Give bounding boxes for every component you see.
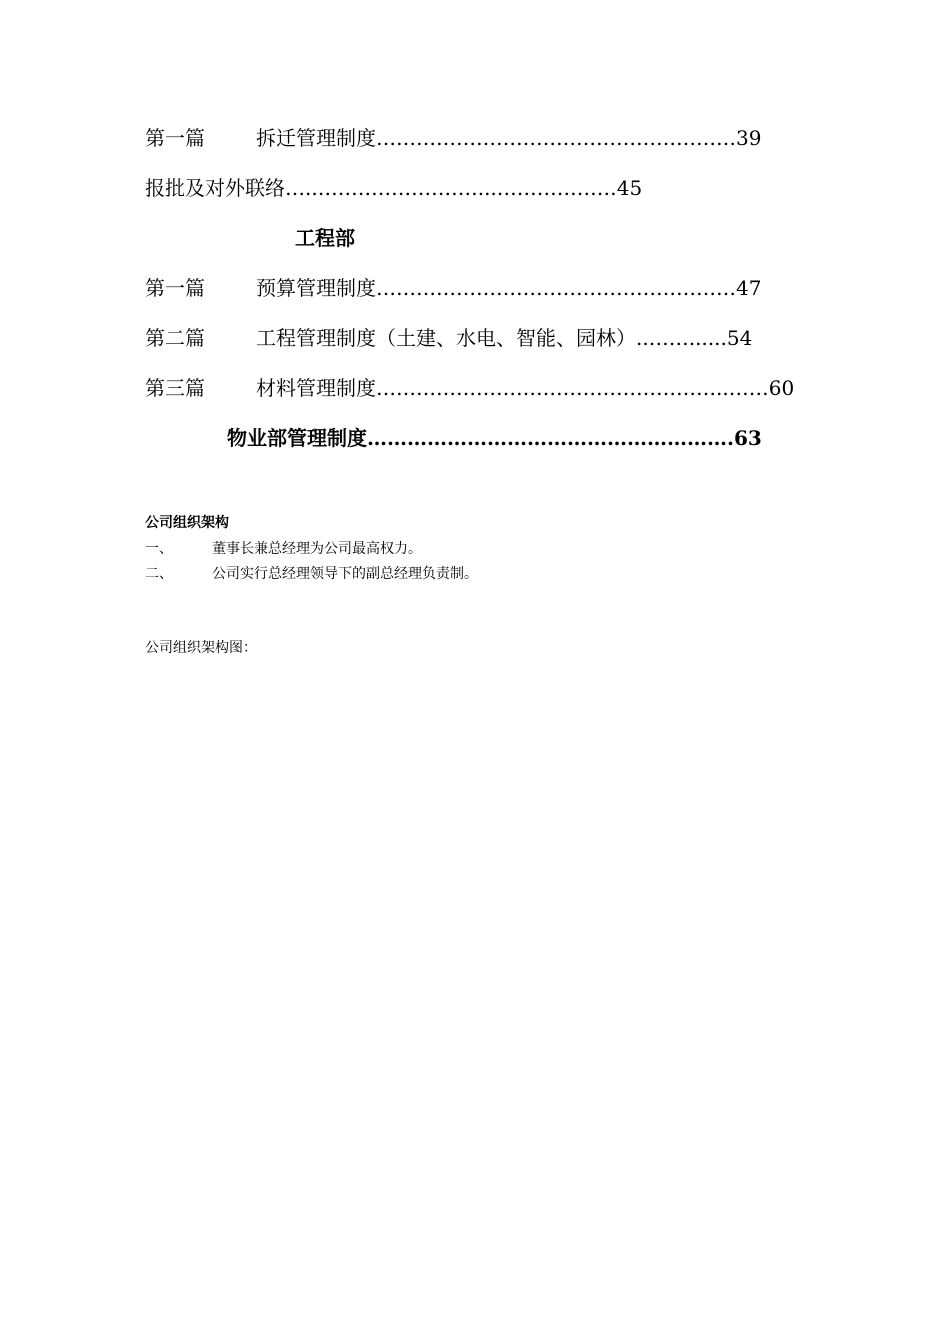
toc-entry-budget xyxy=(145,276,761,300)
toc-entry-title: 预算管理制度………………………………………………47 xyxy=(256,276,762,300)
toc-entry-approval xyxy=(145,176,642,200)
toc-part-label: 第三篇 xyxy=(145,376,205,400)
toc-section-heading-engineering: 工程部 xyxy=(295,226,355,250)
toc-part-label: 第一篇 xyxy=(145,126,205,150)
list-item-text: 董事长兼总经理为公司最高权力。 xyxy=(212,541,422,557)
toc-entry-title: 工程管理制度（土建、水电、智能、园林）..……......54 xyxy=(256,326,753,350)
toc-part-label: 第二篇 xyxy=(145,326,205,350)
toc-entry-title: 物业部管理制度……………………………………………….63 xyxy=(227,426,762,450)
toc-entry-engineering-management xyxy=(145,326,752,350)
org-list-item xyxy=(145,539,422,559)
org-section-title: 公司组织架构 xyxy=(145,515,229,531)
toc-entry-title: 报批及对外联络…..……………………...………………45 xyxy=(145,176,643,200)
toc-entry-demolition xyxy=(145,126,761,150)
toc-entry-title: 拆迁管理制度………………………………………………39 xyxy=(256,126,762,150)
toc-entry-title: 材料管理制度……………………………………………..……60 xyxy=(256,376,795,400)
list-item-number: 一、 xyxy=(145,541,173,557)
toc-entry-property xyxy=(227,426,762,450)
org-list-item xyxy=(145,564,478,584)
list-item-number: 二、 xyxy=(145,566,173,582)
list-item-text: 公司实行总经理领导下的副总经理负责制。 xyxy=(212,566,478,582)
toc-entry-materials xyxy=(145,376,794,400)
org-chart-caption: 公司组织架构图： xyxy=(145,640,257,656)
toc-part-label: 第一篇 xyxy=(145,276,205,300)
